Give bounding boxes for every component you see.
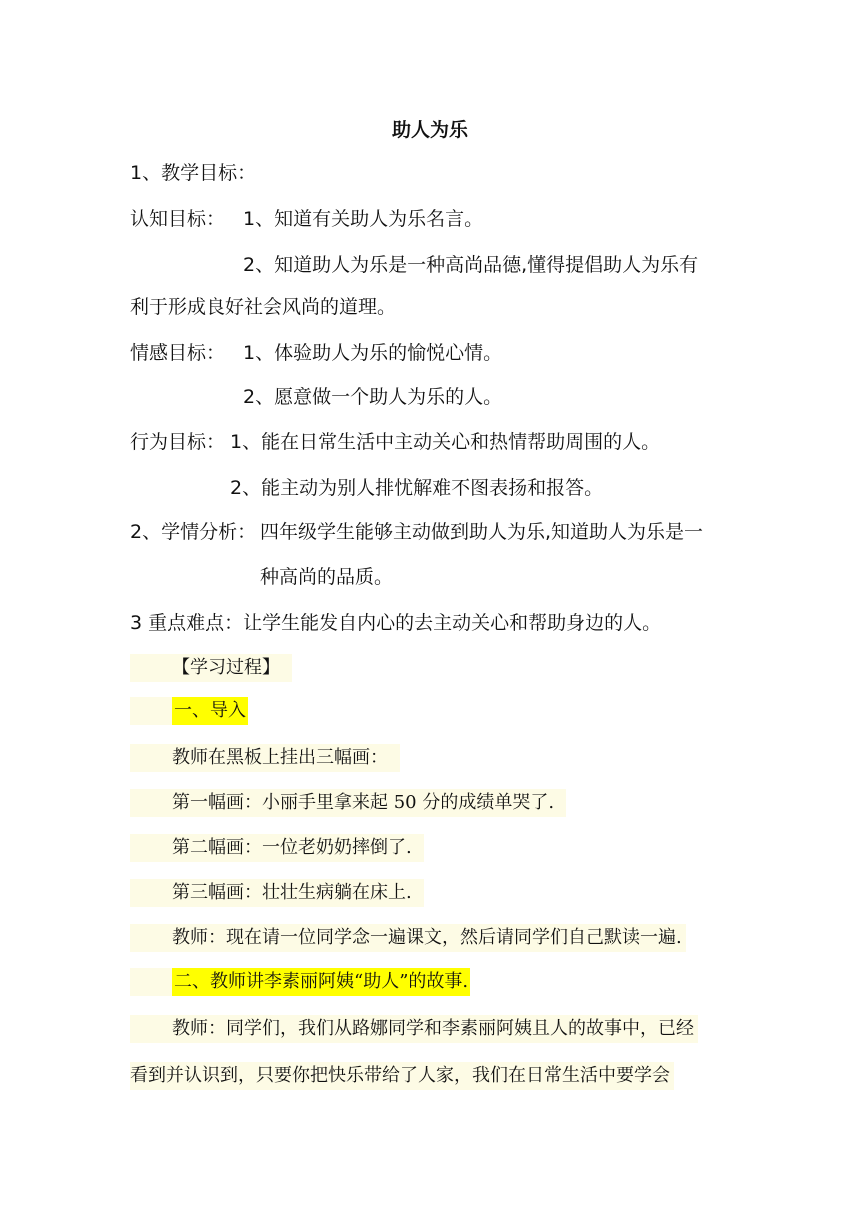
highlight-indent — [130, 697, 172, 725]
analysis-label: 2、学情分析： — [130, 521, 257, 543]
analysis-text-continued: 种高尚的品质。 — [260, 566, 394, 588]
paragraph-continued: 看到并认识到，只要你把快乐带给了人家，我们在日常生活中要学会 — [130, 1062, 674, 1090]
emotion-goal-1: 1、体验助人为乐的愉悦心情。 — [243, 342, 503, 364]
page-title: 助人为乐 — [391, 119, 468, 141]
cognitive-label: 认知目标： — [130, 208, 226, 230]
paragraph: 第三幅画：壮壮生病躺在床上. — [130, 879, 424, 907]
goals-heading: 1、教学目标： — [130, 162, 257, 184]
emotion-goal-2: 2、愿意做一个助人为乐的人。 — [243, 386, 503, 408]
cognitive-goal-2: 2、知道助人为乐是一种高尚品德,懂得提倡助人为乐有 — [243, 254, 699, 276]
cognitive-goal-2-continued: 利于形成良好社会风尚的道理。 — [130, 296, 397, 318]
behavior-goal-2: 2、能主动为别人排忧解难不图表扬和报答。 — [230, 477, 604, 499]
behavior-label: 行为目标： — [130, 431, 226, 453]
behavior-goal-1: 1、能在日常生活中主动关心和热情帮助周围的人。 — [230, 431, 661, 453]
paragraph: 教师在黑板上挂出三幅画： — [130, 744, 400, 772]
highlight-indent — [130, 968, 172, 996]
emotion-label: 情感目标： — [130, 342, 226, 364]
cognitive-goal-1: 1、知道有关助人为乐名言。 — [243, 208, 484, 230]
section-heading-intro: 一、导入 — [172, 697, 248, 725]
paragraph: 第二幅画：一位老奶奶摔倒了. — [130, 834, 424, 862]
key-points: 3 重点难点：让学生能发自内心的去主动关心和帮助身边的人。 — [130, 612, 662, 634]
analysis-text: 四年级学生能够主动做到助人为乐,知道助人为乐是一 — [260, 521, 704, 543]
paragraph: 教师：同学们，我们从路娜同学和李素丽阿姨且人的故事中，已经 — [130, 1015, 698, 1043]
paragraph: 教师：现在请一位同学念一遍课文，然后请同学们自己默读一遍. — [130, 924, 686, 952]
process-heading: 【学习过程】 — [130, 654, 292, 682]
section-heading-story: 二、教师讲李素丽阿姨“助人”的故事. — [172, 968, 470, 996]
paragraph: 第一幅画：小丽手里拿来起 50 分的成绩单哭了. — [130, 789, 566, 817]
